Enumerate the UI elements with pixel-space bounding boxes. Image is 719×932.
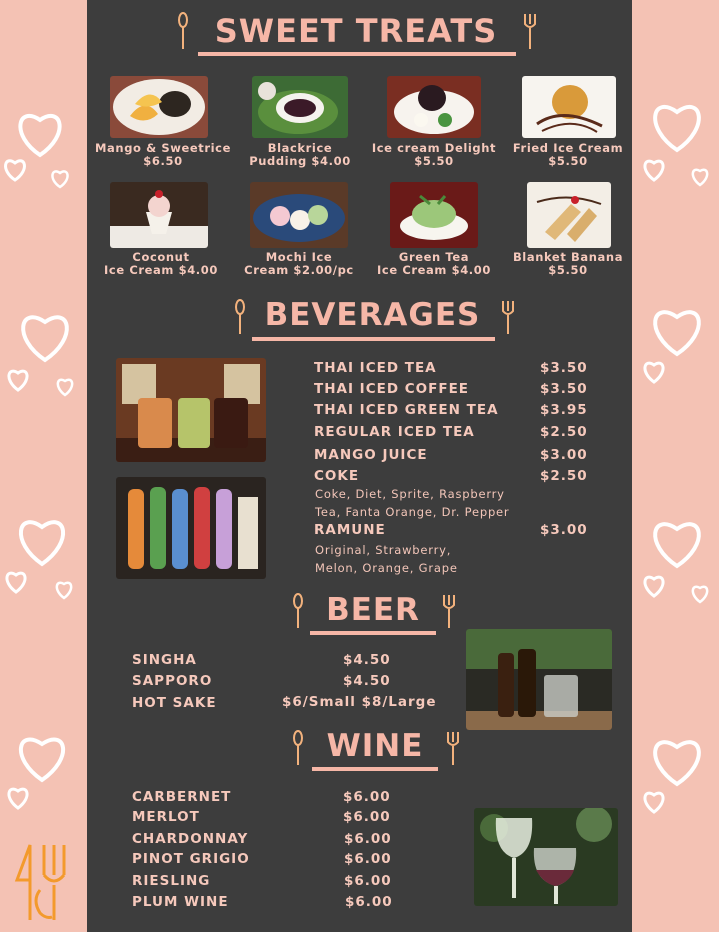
green-tea-ice-cream-photo — [390, 182, 478, 248]
item-name: Mochi Ice — [265, 250, 333, 264]
fork-icon — [442, 593, 456, 629]
wine-price: $6.00 — [344, 831, 392, 847]
wine-price: $6.00 — [345, 894, 393, 910]
wine-name: CHARDONNAY — [132, 831, 249, 847]
wine-name: PLUM WINE — [132, 894, 229, 910]
beverage-price: $3.50 — [540, 381, 588, 397]
wine-title: WINE — [326, 728, 424, 764]
wine-name: PINOT GRIGIO — [132, 851, 250, 867]
beverage-name: THAI ICED GREEN TEA — [314, 402, 499, 418]
beverage-price: $3.95 — [540, 402, 588, 418]
spoon-icon — [292, 593, 304, 629]
blanket-banana-photo — [527, 182, 611, 248]
beer-title: BEER — [326, 592, 420, 628]
item-price: $5.50 — [414, 154, 454, 168]
beer-underline — [310, 631, 436, 635]
item-price: Ice Cream $4.00 — [377, 263, 491, 277]
mango-sweetrice-photo — [110, 76, 208, 138]
ramune-options: Original, Strawberry, — [315, 543, 452, 557]
item-name: Mango & Sweetrice — [95, 141, 231, 155]
beer-price: $6/Small $8/Large — [282, 694, 437, 710]
item-price: Cream $2.00/pc — [244, 263, 354, 277]
hearts-decoration-right-1 — [632, 80, 719, 200]
beer-bottles-photo — [466, 629, 612, 730]
beverage-name: THAI ICED COFFEE — [314, 381, 470, 397]
item-price: Pudding $4.00 — [249, 154, 351, 168]
beverage-price: $2.50 — [540, 468, 588, 484]
sweet-treats-underline — [198, 52, 516, 56]
spoon-icon — [234, 299, 246, 335]
ice-cream-delight-photo — [387, 76, 481, 138]
ramune-bottles-photo — [116, 477, 266, 579]
coke-options: Tea, Fanta Orange, Dr. Pepper — [315, 505, 510, 519]
restaurant-logo-icon — [12, 835, 82, 925]
item-name: Green Tea — [398, 250, 470, 264]
spoon-icon — [177, 12, 189, 50]
beverage-name: MANGO JUICE — [314, 447, 428, 463]
beverage-name: THAI ICED TEA — [314, 360, 437, 376]
wine-price: $6.00 — [343, 809, 391, 825]
fork-icon — [501, 299, 515, 335]
coconut-ice-cream-photo — [110, 182, 208, 248]
fork-icon — [446, 730, 460, 766]
item-name: Blanket Banana — [512, 250, 624, 264]
thai-iced-drinks-photo — [116, 358, 266, 462]
beverages-title: BEVERAGES — [264, 297, 481, 333]
item-price: Ice Cream $4.00 — [104, 263, 218, 277]
blackrice-pudding-photo — [252, 76, 348, 138]
beer-price: $4.50 — [343, 652, 391, 668]
hearts-decoration-right-4 — [632, 720, 719, 830]
hearts-decoration-left-1 — [0, 95, 88, 205]
fried-ice-cream-photo — [522, 76, 616, 138]
item-name: Coconut — [132, 250, 190, 264]
ramune-options: Melon, Orange, Grape — [315, 561, 458, 575]
beverage-name: RAMUNE — [314, 522, 386, 538]
mochi-ice-cream-photo — [250, 182, 348, 248]
wine-underline — [312, 767, 438, 771]
spoon-icon — [292, 730, 304, 766]
wine-price: $6.00 — [344, 851, 392, 867]
wine-name: CARBERNET — [132, 789, 232, 805]
hearts-decoration-left-4 — [0, 720, 88, 820]
wine-price: $6.00 — [343, 789, 391, 805]
beverage-price: $3.00 — [540, 522, 588, 538]
item-name: Ice cream Delight — [371, 141, 497, 155]
item-name: Fried Ice Cream — [512, 141, 624, 155]
coke-options: Coke, Diet, Sprite, Raspberry — [315, 487, 505, 501]
beer-price: $4.50 — [343, 673, 391, 689]
item-price: $5.50 — [548, 154, 588, 168]
beverage-price: $2.50 — [540, 424, 588, 440]
beer-name: HOT SAKE — [132, 695, 217, 711]
hearts-decoration-left-3 — [0, 500, 88, 610]
fork-icon — [523, 12, 537, 50]
beverages-underline — [252, 337, 495, 341]
hearts-decoration-right-2 — [632, 290, 719, 400]
wine-name: RIESLING — [132, 873, 211, 889]
wine-price: $6.00 — [344, 873, 392, 889]
beverage-price: $3.50 — [540, 360, 588, 376]
hearts-decoration-right-3 — [632, 500, 719, 615]
beverage-name: COKE — [314, 468, 360, 484]
item-price: $5.50 — [548, 263, 588, 277]
sweet-treats-title: SWEET TREATS — [214, 12, 498, 50]
beverage-name: REGULAR ICED TEA — [314, 424, 475, 440]
item-price: $6.50 — [143, 154, 183, 168]
wine-glasses-photo — [474, 808, 618, 906]
beer-name: SINGHA — [132, 652, 197, 668]
beer-name: SAPPORO — [132, 673, 213, 689]
beverage-price: $3.00 — [540, 447, 588, 463]
hearts-decoration-left-2 — [0, 290, 88, 410]
item-name: Blackrice — [267, 141, 333, 155]
wine-name: MERLOT — [132, 809, 200, 825]
